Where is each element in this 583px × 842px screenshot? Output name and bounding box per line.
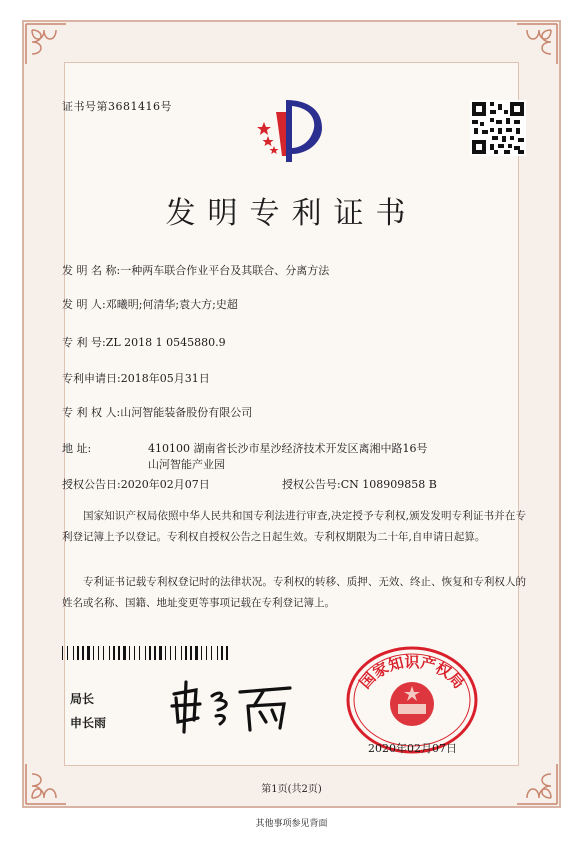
corner-ornament-icon bbox=[24, 22, 68, 66]
footer-note: 其他事项参见背面 bbox=[255, 819, 328, 829]
cnipa-logo-icon bbox=[252, 92, 328, 168]
field-address bbox=[62, 440, 427, 456]
field-invention-name bbox=[62, 262, 329, 278]
certificate-title: 发明专利证书 bbox=[165, 196, 418, 231]
qr-code-icon bbox=[470, 100, 526, 156]
grant-statement-paragraph: 国家知识产权局依照中华人民共和国专利法进行审查,决定授予专利权,颁发发明专利证书并在专利登记簿上予以登记。专利权自授权公告之日起生效。专利权期限为二十年,自申请日起算。 bbox=[62, 510, 526, 543]
field-patentee bbox=[62, 404, 252, 420]
svg-text:国家知识产权局: 国家知识产权局 bbox=[356, 653, 468, 693]
field-label: 发 明 名 称: bbox=[62, 264, 121, 277]
field-label: 授权公告号: bbox=[282, 478, 341, 491]
page-number: 第1页(共2页) bbox=[261, 784, 322, 795]
field-filing-date bbox=[62, 370, 210, 386]
certificate-number: 证书号第3681416号 bbox=[62, 100, 172, 113]
field-label: 专利申请日: bbox=[62, 372, 121, 385]
barcode-icon bbox=[62, 646, 232, 660]
signatory-name: 申长雨 bbox=[70, 716, 107, 730]
field-value: ZL 2018 1 0545880.9 bbox=[105, 336, 226, 349]
field-value: 2018年05月31日 bbox=[120, 372, 210, 385]
field-label: 授权公告日: bbox=[62, 478, 121, 491]
field-inventors bbox=[62, 296, 238, 312]
field-value: 410100 湖南省长沙市星沙经济技术开发区离湘中路16号 bbox=[148, 442, 428, 455]
field-label: 专 利 权 人: bbox=[62, 406, 121, 419]
field-value: 2020年02月07日 bbox=[120, 478, 210, 491]
field-label: 发 明 人: bbox=[62, 298, 106, 311]
field-label: 地 址: bbox=[62, 442, 92, 455]
field-patent-number bbox=[62, 334, 226, 350]
field-value: 山河智能装备股份有限公司 bbox=[120, 406, 253, 419]
field-address-line2: 山河智能产业园 bbox=[148, 458, 225, 471]
field-value: 邓曦明;何清华;袁大方;史超 bbox=[105, 298, 238, 311]
field-value: 一种两车联合作业平台及其联合、分离方法 bbox=[120, 264, 330, 277]
field-value: CN 108909858 B bbox=[340, 478, 437, 491]
signatory-title: 局长 bbox=[70, 692, 95, 706]
handwritten-signature-icon bbox=[168, 676, 298, 734]
legal-status-paragraph: 专利证书记载专利权登记时的法律状况。专利权的转移、质押、无效、终止、恢复和专利权人的姓名或名称、国籍、地址变更等事项记载在专利登记簿上。 bbox=[62, 576, 526, 609]
field-grant-number bbox=[282, 476, 437, 492]
corner-ornament-icon bbox=[515, 22, 559, 66]
field-label: 专 利 号: bbox=[62, 336, 106, 349]
field-grant-date bbox=[62, 476, 210, 492]
seal-date: 2020年02月07日 bbox=[368, 742, 457, 755]
